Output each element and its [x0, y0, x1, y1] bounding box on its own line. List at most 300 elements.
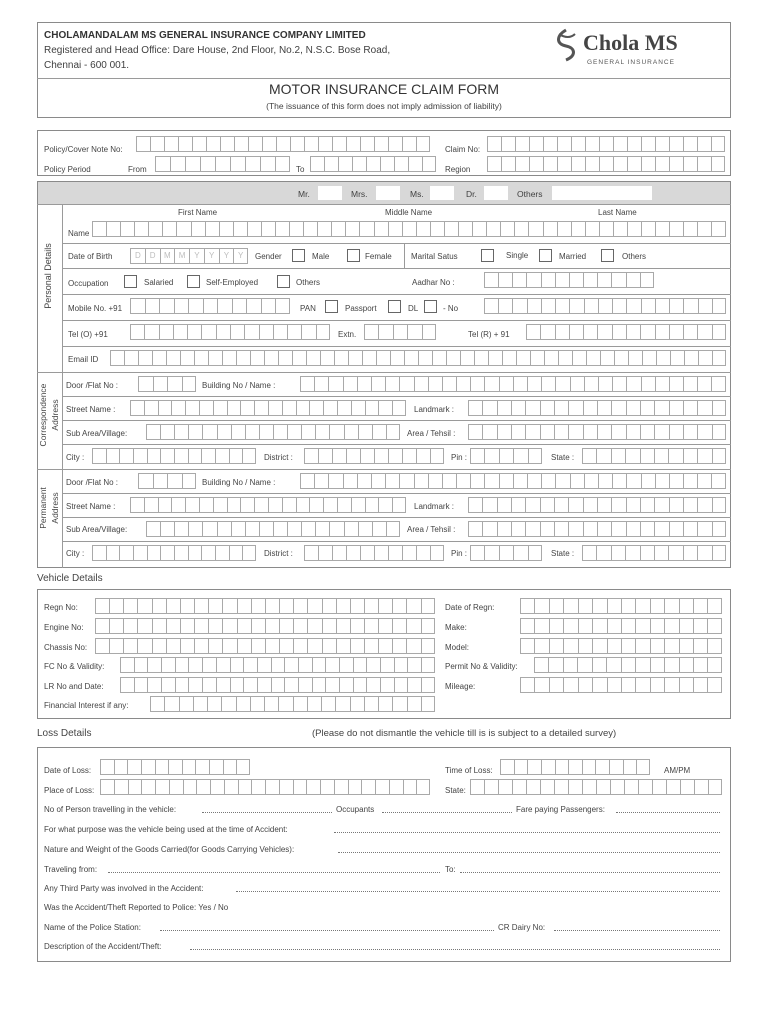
perm-pin-label: Pin : — [451, 549, 468, 558]
title-mrs-box[interactable] — [376, 186, 400, 200]
char-cell — [406, 598, 420, 614]
traveling-to-line[interactable] — [460, 872, 720, 873]
loss-state-field[interactable] — [470, 779, 722, 795]
char-cell — [554, 400, 568, 416]
char-cell — [514, 221, 528, 237]
title-ms-box[interactable] — [430, 186, 454, 200]
cr-dairy-line[interactable] — [554, 930, 720, 931]
perm-landmark-label: Landmark : — [414, 502, 455, 511]
perm-area-label: Area / Tehsil : — [407, 525, 456, 534]
policy-from-field[interactable] — [155, 156, 290, 172]
char-cell — [497, 497, 511, 513]
char-cell — [621, 618, 635, 634]
char-cell — [251, 638, 265, 654]
occupation-others-label: Others — [296, 278, 321, 287]
char-cell — [583, 521, 597, 537]
char-cell — [275, 221, 289, 237]
char-cell — [586, 350, 600, 366]
char-cell — [279, 618, 293, 634]
char-cell — [640, 521, 654, 537]
char-cell — [301, 521, 315, 537]
region-label: Region — [445, 165, 471, 174]
char-cell — [683, 298, 697, 314]
char-cell — [664, 677, 678, 693]
section-label-column — [62, 204, 63, 568]
perm-building-field[interactable] — [300, 473, 726, 489]
char-cell — [138, 473, 153, 489]
occupation-salaried-checkbox[interactable] — [124, 275, 137, 288]
traveling-from-line[interactable] — [108, 872, 440, 873]
char-cell — [100, 779, 114, 795]
char-cell — [141, 759, 155, 775]
char-cell — [231, 521, 245, 537]
char-cell — [194, 638, 208, 654]
char-cell — [549, 598, 563, 614]
char-cell — [414, 473, 428, 489]
char-cell — [160, 448, 174, 464]
char-cell — [166, 350, 180, 366]
email-field[interactable] — [110, 350, 726, 366]
char-cell — [251, 618, 265, 634]
char-cell — [693, 618, 707, 634]
char-cell — [293, 598, 307, 614]
id-no-label: - No — [443, 304, 459, 313]
corr-building-field[interactable] — [300, 376, 726, 392]
date-of-loss-field[interactable] — [100, 759, 250, 775]
char-cell — [555, 324, 569, 340]
char-cell — [296, 497, 310, 513]
mileage-field[interactable] — [520, 677, 722, 693]
char-cell — [664, 598, 678, 614]
char-cell — [375, 779, 389, 795]
occupation-others-checkbox[interactable] — [277, 275, 290, 288]
char-cell — [188, 657, 202, 673]
char-cell — [144, 497, 158, 513]
char-cell — [318, 545, 332, 561]
perm-district-field[interactable] — [304, 545, 444, 561]
char-cell — [611, 272, 625, 288]
lr-no-field[interactable] — [120, 677, 435, 693]
perm-door-field[interactable] — [138, 473, 196, 489]
char-cell — [679, 598, 693, 614]
char-cell — [279, 598, 293, 614]
dob-field[interactable] — [130, 248, 248, 264]
pan-checkbox[interactable] — [325, 300, 338, 313]
char-cell — [526, 324, 540, 340]
financial-interest-label: Financial Interest if any: — [44, 701, 129, 710]
char-cell — [641, 376, 655, 392]
corr-door-field[interactable] — [138, 376, 196, 392]
char-cell — [346, 448, 360, 464]
char-cell — [611, 424, 625, 440]
char-cell — [350, 638, 364, 654]
char-cell — [697, 424, 711, 440]
char-cell — [264, 350, 278, 366]
char-cell — [611, 521, 625, 537]
char-cell — [582, 779, 596, 795]
char-cell — [597, 521, 611, 537]
fc-no-label: FC No & Validity: — [44, 662, 105, 671]
model-field[interactable] — [520, 638, 722, 654]
char-cell — [514, 759, 528, 775]
vehicle-purpose-line[interactable] — [334, 832, 720, 833]
persons-travelling-label: No of Person travelling in the vehicle: — [44, 805, 177, 814]
char-cell — [612, 298, 626, 314]
corr-subarea-field[interactable] — [146, 424, 400, 440]
char-cell — [626, 400, 640, 416]
row-separator — [404, 243, 405, 268]
char-cell — [372, 424, 386, 440]
char-cell — [683, 497, 697, 513]
char-cell — [224, 779, 238, 795]
perm-subarea-field[interactable] — [146, 521, 400, 537]
corr-landmark-field[interactable] — [468, 400, 726, 416]
region-field[interactable] — [487, 156, 725, 172]
char-cell — [707, 598, 721, 614]
char-cell — [650, 638, 664, 654]
char-cell — [597, 497, 611, 513]
policy-number-label: Policy/Cover Note No: — [44, 145, 123, 154]
perm-pin-field[interactable] — [470, 545, 542, 561]
char-cell — [707, 618, 721, 634]
char-cell — [171, 400, 185, 416]
char-cell — [282, 497, 296, 513]
title-mr: Mr. — [298, 189, 310, 199]
char-cell — [279, 638, 293, 654]
char-cell — [251, 779, 265, 795]
personal-details-label: Personal Details — [43, 243, 53, 309]
char-cell — [344, 521, 358, 537]
char-cell — [227, 497, 241, 513]
char-cell — [331, 221, 345, 237]
char-cell — [541, 473, 555, 489]
char-cell — [106, 448, 120, 464]
char-cell — [378, 696, 392, 712]
char-cell — [697, 324, 711, 340]
char-cell — [223, 759, 237, 775]
name-field[interactable] — [92, 221, 726, 237]
char-cell — [185, 400, 199, 416]
char-cell — [141, 779, 155, 795]
chassis-no-field[interactable] — [95, 638, 435, 654]
char-cell — [442, 473, 456, 489]
char-cell — [130, 298, 145, 314]
chassis-no-label: Chassis No: — [44, 643, 88, 652]
char-cell — [130, 497, 144, 513]
char-cell — [399, 473, 413, 489]
char-cell — [416, 545, 430, 561]
char-cell — [654, 448, 668, 464]
char-cell — [499, 473, 513, 489]
occupants-line[interactable] — [382, 812, 512, 813]
char-cell — [188, 545, 202, 561]
char-cell — [371, 473, 385, 489]
char-cell — [334, 779, 348, 795]
char-cell — [599, 221, 613, 237]
char-cell — [613, 221, 627, 237]
title-row-divider — [37, 204, 731, 205]
char-cell — [635, 618, 649, 634]
char-cell — [243, 677, 257, 693]
make-field[interactable] — [520, 618, 722, 634]
engine-no-field[interactable] — [95, 618, 435, 634]
char-cell — [236, 350, 250, 366]
char-cell — [563, 657, 577, 673]
occupation-self-employed-checkbox[interactable] — [187, 275, 200, 288]
policy-number-field[interactable] — [136, 136, 434, 152]
perm-landmark-field[interactable] — [468, 497, 726, 513]
tel-residence-field[interactable] — [526, 324, 726, 340]
char-cell — [500, 759, 514, 775]
char-cell — [668, 448, 682, 464]
char-cell — [144, 324, 158, 340]
char-cell — [680, 779, 694, 795]
char-cell — [626, 376, 640, 392]
policy-period-label: Policy Period — [44, 165, 91, 174]
char-cell — [406, 638, 420, 654]
corr-pin-field[interactable] — [470, 448, 542, 464]
marital-others-checkbox[interactable] — [601, 249, 614, 262]
aadhar-label: Aadhar No : — [412, 278, 455, 287]
char-cell — [582, 545, 596, 561]
regn-no-field[interactable] — [95, 598, 435, 614]
char-cell — [208, 350, 222, 366]
char-cell — [208, 618, 222, 634]
regn-no-label: Regn No: — [44, 603, 78, 612]
char-cell — [278, 696, 292, 712]
char-cell — [301, 424, 315, 440]
char-cell — [394, 677, 408, 693]
aadhar-field[interactable] — [484, 272, 654, 288]
char-cell — [472, 221, 486, 237]
company-address-line2: Chennai - 600 001. — [44, 60, 130, 71]
char-cell — [176, 221, 190, 237]
char-cell — [175, 677, 189, 693]
perm-street-label: Street Name : — [66, 502, 116, 511]
title-dr-box[interactable] — [484, 186, 508, 200]
char-cell — [712, 497, 726, 513]
char-cell — [304, 448, 318, 464]
char-cell — [145, 298, 160, 314]
char-cell — [329, 424, 343, 440]
char-cell — [563, 677, 577, 693]
char-cell — [456, 473, 470, 489]
title-others-box[interactable] — [552, 186, 652, 200]
place-of-loss-field[interactable] — [100, 779, 430, 795]
char-cell — [180, 618, 194, 634]
fc-no-field[interactable] — [120, 657, 435, 673]
char-cell — [582, 448, 596, 464]
char-cell — [655, 376, 669, 392]
char-cell — [217, 521, 231, 537]
char-cell — [257, 657, 271, 673]
corr-state-field[interactable] — [582, 448, 726, 464]
date-of-regn-field[interactable] — [520, 598, 722, 614]
middle-name-header: Middle Name — [385, 208, 433, 217]
char-cell — [635, 657, 649, 673]
char-cell — [194, 350, 208, 366]
char-cell — [679, 677, 693, 693]
fare-paying-line[interactable] — [616, 812, 720, 813]
char-cell — [635, 677, 649, 693]
char-cell — [669, 221, 683, 237]
char-cell — [534, 638, 548, 654]
char-cell — [592, 677, 606, 693]
char-cell — [304, 545, 318, 561]
persons-travelling-line[interactable] — [202, 812, 332, 813]
char-cell — [698, 350, 712, 366]
char-cell — [596, 779, 610, 795]
char-cell — [293, 779, 307, 795]
char-cell — [611, 545, 625, 561]
char-cell — [388, 448, 402, 464]
char-cell — [188, 424, 202, 440]
third-party-line[interactable] — [236, 891, 720, 892]
char-cell — [343, 473, 357, 489]
char-cell — [555, 298, 569, 314]
char-cell — [159, 298, 174, 314]
row-divider — [62, 294, 731, 295]
char-cell — [322, 598, 336, 614]
claim-number-field[interactable] — [487, 136, 725, 152]
char-cell — [273, 424, 287, 440]
char-cell — [403, 779, 417, 795]
char-cell — [374, 221, 388, 237]
char-cell — [146, 424, 160, 440]
char-cell — [422, 324, 436, 340]
char-cell — [193, 696, 207, 712]
char-cell — [584, 473, 598, 489]
char-cell — [284, 657, 298, 673]
char-cell — [174, 424, 188, 440]
police-station-line[interactable] — [160, 930, 494, 931]
char-cell — [626, 473, 640, 489]
financial-interest-field[interactable] — [150, 696, 435, 712]
char-cell — [606, 657, 620, 673]
model-label: Model: — [445, 643, 470, 652]
title-mr-box[interactable] — [318, 186, 342, 200]
marital-others-label: Others — [622, 252, 647, 261]
correspondence-address-label-1: Correspondence — [38, 383, 48, 447]
perm-street-field[interactable] — [130, 497, 406, 513]
row-divider — [62, 320, 731, 321]
char-cell — [265, 779, 279, 795]
perm-city-field[interactable] — [92, 545, 256, 561]
corr-city-field[interactable] — [92, 448, 256, 464]
char-cell — [222, 618, 236, 634]
char-cell — [133, 545, 147, 561]
char-cell — [607, 677, 621, 693]
char-cell — [194, 618, 208, 634]
char-cell — [554, 424, 568, 440]
char-cell — [583, 424, 597, 440]
char-cell — [516, 350, 530, 366]
char-cell — [626, 521, 640, 537]
char-cell — [407, 696, 421, 712]
marital-single-checkbox[interactable] — [481, 249, 494, 262]
char-cell — [625, 545, 639, 561]
char-cell — [512, 272, 526, 288]
char-cell — [321, 696, 335, 712]
char-cell — [697, 376, 711, 392]
char-cell — [358, 521, 372, 537]
char-cell — [242, 545, 256, 561]
char-cell — [216, 324, 230, 340]
perm-state-field[interactable] — [582, 545, 726, 561]
char-cell — [694, 779, 708, 795]
char-cell — [378, 400, 392, 416]
policy-to-field[interactable] — [310, 156, 440, 172]
goods-carried-line[interactable] — [338, 852, 720, 853]
char-cell — [119, 448, 133, 464]
char-cell — [222, 638, 236, 654]
char-cell — [597, 400, 611, 416]
char-cell — [486, 221, 500, 237]
char-cell — [540, 497, 554, 513]
char-cell — [254, 400, 268, 416]
char-cell — [386, 521, 400, 537]
char-cell — [669, 473, 683, 489]
char-cell — [161, 677, 175, 693]
char-cell — [392, 400, 406, 416]
corr-area-field[interactable] — [468, 424, 726, 440]
char-cell — [109, 638, 123, 654]
char-cell — [650, 598, 664, 614]
char-cell — [430, 545, 444, 561]
time-of-loss-field[interactable] — [500, 759, 650, 775]
id-number-field[interactable] — [484, 298, 726, 314]
tel-office-field[interactable] — [130, 324, 330, 340]
corr-district-field[interactable] — [304, 448, 444, 464]
char-cell — [578, 618, 592, 634]
accident-description-line[interactable] — [190, 949, 720, 950]
permit-no-field[interactable] — [534, 657, 722, 673]
char-cell — [458, 221, 472, 237]
char-cell — [654, 424, 668, 440]
extn-field[interactable] — [364, 324, 436, 340]
row-divider — [62, 346, 731, 347]
char-cell — [137, 598, 151, 614]
char-cell — [182, 376, 197, 392]
char-cell — [250, 696, 264, 712]
corr-street-field[interactable] — [130, 400, 406, 416]
dl-checkbox[interactable] — [424, 300, 437, 313]
marital-married-checkbox[interactable] — [539, 249, 552, 262]
gender-female-checkbox[interactable] — [347, 249, 360, 262]
mobile-field[interactable] — [130, 298, 290, 314]
char-cell — [180, 638, 194, 654]
char-cell — [642, 350, 656, 366]
char-cell — [240, 400, 254, 416]
correspondence-address-label-2: Address — [50, 399, 60, 431]
dl-label: DL — [408, 304, 419, 313]
char-cell — [392, 618, 406, 634]
company-name: CHOLAMANDALAM MS GENERAL INSURANCE COMPANY LIMITED — [44, 30, 366, 41]
passport-checkbox[interactable] — [388, 300, 401, 313]
char-cell — [279, 779, 293, 795]
section-divider — [37, 372, 731, 373]
char-cell — [578, 677, 592, 693]
perm-area-field[interactable] — [468, 521, 726, 537]
char-cell — [155, 759, 169, 775]
char-cell — [147, 545, 161, 561]
char-cell — [357, 473, 371, 489]
char-cell — [237, 618, 251, 634]
gender-male-checkbox[interactable] — [292, 249, 305, 262]
dob-placeholder-cell: M — [160, 248, 175, 264]
char-cell — [364, 638, 378, 654]
char-cell — [147, 657, 161, 673]
